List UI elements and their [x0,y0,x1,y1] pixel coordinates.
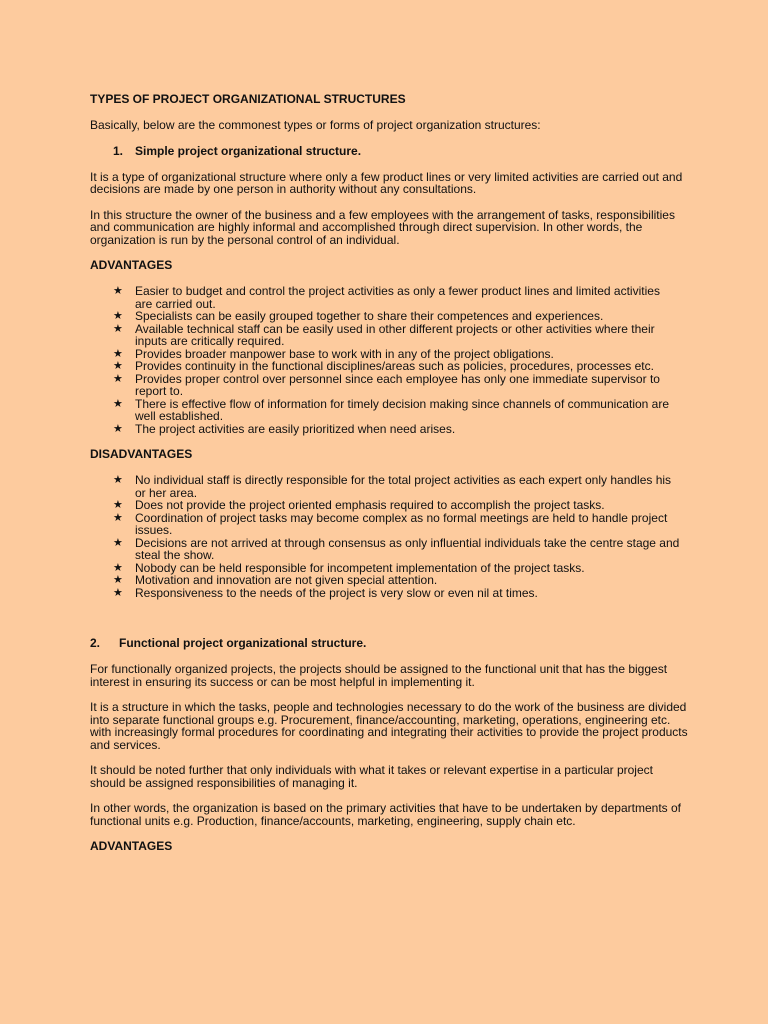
section-1-title: Simple project organizational structure. [135,143,362,158]
intro-paragraph: Basically, below are the commonest types or forms of project organization structures: [90,118,541,132]
star-bullet-icon: ★ [113,586,123,599]
star-bullet-icon: ★ [113,372,123,385]
document-body [90,93,688,853]
star-bullet-icon: ★ [113,574,123,586]
disadvantage-item [90,537,688,562]
star-bullet-icon: ★ [113,499,123,511]
disadvantage-item [90,574,688,587]
advantage-item-text: Provides proper control over personnel since each employee has only one immediate supervisor to report to. [135,371,660,398]
disadvantage-item [90,587,688,600]
advantage-item-text: Provides broader manpower base to work with in any of the project obligations. [135,346,554,361]
star-bullet-icon: ★ [113,561,123,574]
star-bullet-icon: ★ [113,347,123,360]
advantage-item [90,423,688,436]
section-2-paragraph-1: For functionally organized projects, the projects should be assigned to the functional unit that has the biggest interest in ensuring its success or can be most helpful in implementing it. [90,662,668,689]
section-2-paragraph-4: In other words, the organization is based on the primary activities that have to be undertaken by departments of functional units e.g. Production, finance/accounts, marketing, engineering, supply chain etc. [90,801,682,828]
disadvantage-item-text: Motivation and innovation are not given special attention. [135,573,438,587]
advantage-item-text: Easier to budget and control the project activities as only a fewer product lines and limited activities are carried out. [135,284,660,311]
disadvantage-item-text: Responsiveness to the needs of the project is very slow or even nil at times. [135,585,538,600]
advantage-item-text: Provides continuity in the functional disciplines/areas such as policies, procedures, processes etc. [135,359,654,373]
advantage-item [90,323,688,348]
document-title: TYPES OF PROJECT ORGANIZATIONAL STRUCTURES [90,92,406,106]
section-1-heading [113,145,688,158]
disadvantage-item-text: Does not provide the project oriented emphasis required to accomplish the project tasks. [135,498,605,512]
star-bullet-icon: ★ [113,360,123,372]
disadvantage-item-text: Coordination of project tasks may become complex as no formal meetings are held to handle project issues. [135,510,668,537]
disadvantage-item-text: No individual staff is directly responsible for the total project activities as each expert only handles his or her area. [135,473,672,500]
section-1-disadvantages-heading: DISADVANTAGES [90,447,193,461]
disadvantage-item-text: Decisions are not arrived at through consensus as only influential individuals take the centre stage and steal the show. [135,535,680,562]
star-bullet-icon: ★ [113,422,123,435]
star-bullet-icon: ★ [113,310,123,322]
section-1-paragraph-1: It is a type of organizational structure where only a few product lines or very limited activities are carried out and decisions are made by one person in authority without any consultations. [90,169,683,196]
star-bullet-icon: ★ [113,285,123,297]
advantage-item [90,285,688,310]
star-bullet-icon: ★ [113,474,123,486]
section-1-advantages-list [90,285,688,435]
advantage-item [90,398,688,423]
star-bullet-icon: ★ [113,322,123,335]
disadvantage-item [90,512,688,537]
advantage-item [90,310,688,323]
section-2-advantages-heading: ADVANTAGES [90,839,173,853]
disadvantage-item [90,499,688,512]
advantage-item-text: Specialists can be easily grouped together to share their competences and experiences. [135,309,604,323]
advantage-item-text: The project activities are easily prioritized when need arises. [135,421,456,436]
disadvantage-item-text: Nobody can be held responsible for incompetent implementation of the project tasks. [135,560,585,575]
section-2-title: Functional project organizational structure. [119,636,367,650]
advantage-item-text: Available technical staff can be easily used in other different projects or other activities where their inputs are critically required. [135,321,655,348]
star-bullet-icon: ★ [113,511,123,524]
section-1-advantages-heading: ADVANTAGES [90,258,173,272]
star-bullet-icon: ★ [113,536,123,549]
section-2-number: 2. [90,636,101,650]
section-2-heading [90,637,688,650]
section-2-paragraph-3: It should be noted further that only individuals with what it takes or relevant expertise in a particular project should be assigned responsibilities of managing it. [90,763,653,790]
star-bullet-icon: ★ [113,397,123,410]
advantage-item-text: There is effective flow of information for timely decision making since channels of communication are well established. [135,396,670,423]
section-1-disadvantages-list [90,474,688,599]
section-1-paragraph-2: In this structure the owner of the business and a few employees with the arrangement of tasks, responsibilities and communication are highly informal and accomplished through direct supervision. In other words, the organization is run by the personal control of an individual. [90,207,675,247]
advantage-item [90,360,688,373]
advantage-item [90,373,688,398]
disadvantage-item [90,474,688,499]
section-2-paragraph-2: It is a structure in which the tasks, people and technologies necessary to do the work of the business are divided into separate functional groups e.g. Procurement, finance/accounting, marketing, operations, engineering etc. with increasingly formal procedures for coordinating and integrating their activities to provide the project products and services. [90,700,688,752]
section-1-number: 1. [113,143,124,158]
